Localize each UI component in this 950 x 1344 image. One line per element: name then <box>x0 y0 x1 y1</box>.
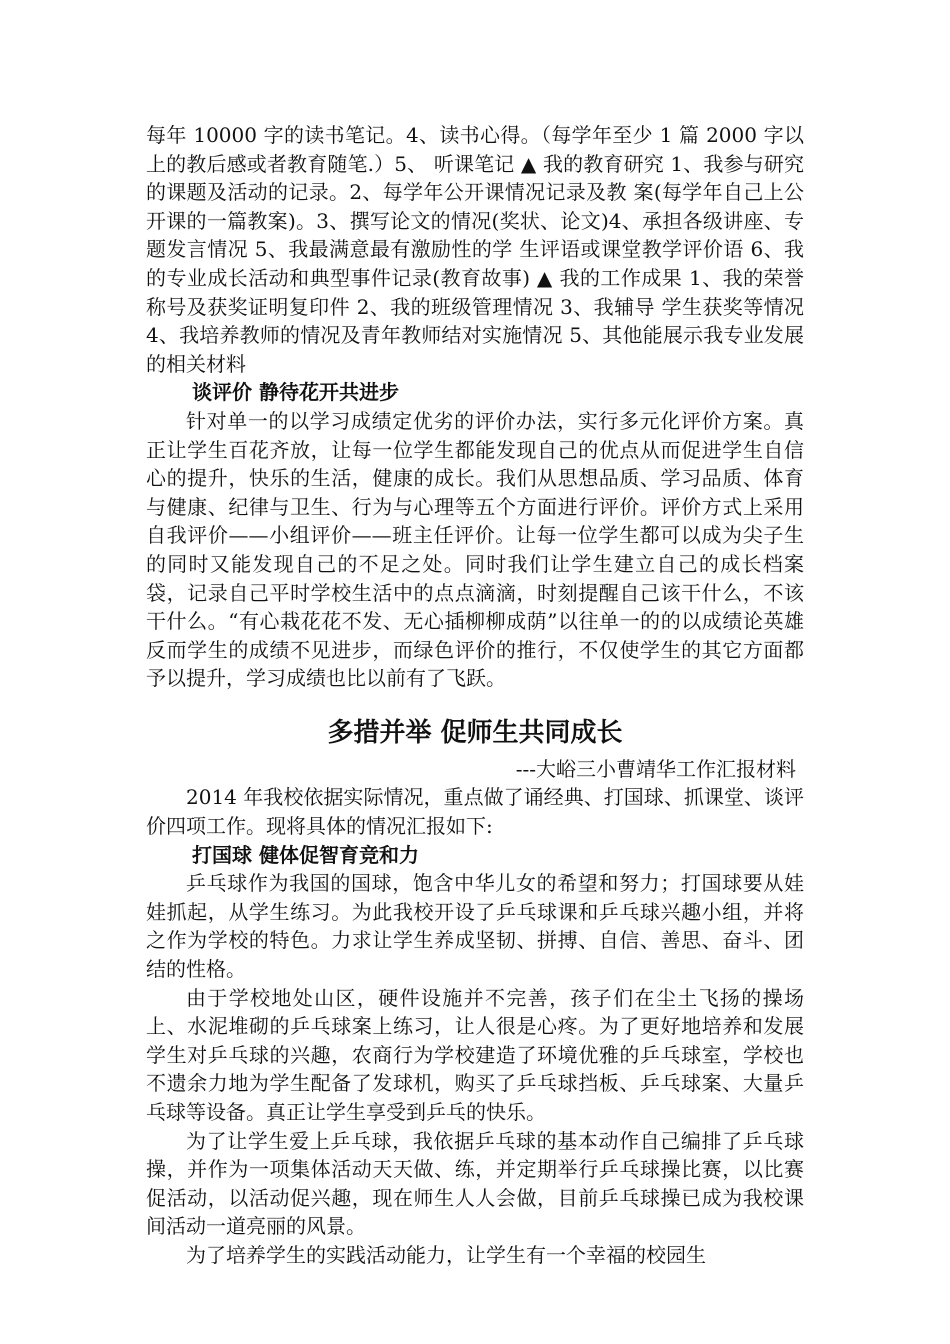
document-title: 多措并举 促师生共同成长 <box>327 717 623 748</box>
section-heading-table-tennis: 打国球 健体促智育竞和力 <box>192 842 419 867</box>
document-byline: ---大峪三小曹靖华工作汇报材料 <box>515 756 796 781</box>
continuation-paragraph: 每年 10000 字的读书笔记。4、读书心得。（每学年至少 1 篇 2000 字以上的教后感或者教育随笔.）5、 听课笔记 ▲ 我的教育研究 1、我参与研究的课题及活动的记录。2、每学年公开课情况记录及教 案(每学年自己上公开课的一篇教案)。3、撰写论文的情况(奖状、论文)4、承担各级讲座、专题发言情况 5、我最满意最有激励性的学 生评语或课堂教学评价语 6、我的专业成长活动和典型事件记录(教育故事) ▲ 我的工作成果 1、我的荣誉称号及获奖证明复印件 2、我的班级管理情况 3、我辅导 学生获奖等情况 4、我培养教师的情况及青年教师结对实施情况 5、其他能展示我专业发展的相关材料 <box>146 123 804 376</box>
section-heading-evaluation: 谈评价 静待花开共进步 <box>192 380 399 405</box>
document-page <box>146 121 804 1270</box>
body-paragraph: 乒乓球作为我国的国球，饱含中华儿女的希望和努力；打国球要从娃娃抓起，从学生练习。为此我校开设了乒乓球课和乒乓球兴趣小组，并将之作为学校的特色。力求让学生养成坚韧、拼搏、自信、善思、奋斗、团结的性格。 <box>146 871 804 982</box>
body-paragraph: 为了让学生爱上乒乓球，我依据乒乓球的基本动作自己编排了乒乓球操，并作为一项集体活动天天做、练，并定期举行乒乓球操比赛，以比赛促活动，以活动促兴趣，现在师生人人会做，目前乒乓球操已成为我校课间活动一道亮丽的风景。 <box>146 1128 804 1239</box>
section-spacer <box>146 693 804 715</box>
evaluation-paragraph: 针对单一的以学习成绩定优劣的评价办法，实行多元化评价方案。真正让学生百花齐放，让每一位学生都能发现自己的优点从而促进学生自信心的提升，快乐的生活，健康的成长。我们从思想品质、学习品质、体育与健康、纪律与卫生、行为与心理等五个方面进行评价。评价方式上采用自我评价——小组评价——班主任评价。让每一位学生都可以成为尖子生的同时又能发现自己的不足之处。同时我们让学生建立自己的成长档案袋，记录自己平时学校生活中的点点滴滴，时刻提醒自己该干什么，不该干什么。“有心栽花花不发、无心插柳柳成荫”以往单一的的以成绩论英雄反而学生的成绩不见进步，而绿色评价的推行，不仅使学生的其它方面都予以提升，学习成绩也比以前有了飞跃。 <box>146 408 804 691</box>
body-paragraph: 由于学校地处山区，硬件设施并不完善，孩子们在尘土飞扬的操场上、水泥堆砌的乒乓球案上练习，让人很是心疼。为了更好地培养和发展学生对乒乓球的兴趣，农商行为学校建造了环境优雅的乒乓球室，学校也不遗余力地为学生配备了发球机，购买了乒乓球挡板、乒乓球案、大量乒乓球等设备。真正让学生享受到乒乓的快乐。 <box>146 985 804 1124</box>
intro-paragraph: 2014 年我校依据实际情况，重点做了诵经典、打国球、抓课堂、谈评价四项工作。现将具体的情况汇报如下: <box>146 785 804 839</box>
body-paragraph: 为了培养学生的实践活动能力，让学生有一个幸福的校园生 <box>186 1242 706 1267</box>
